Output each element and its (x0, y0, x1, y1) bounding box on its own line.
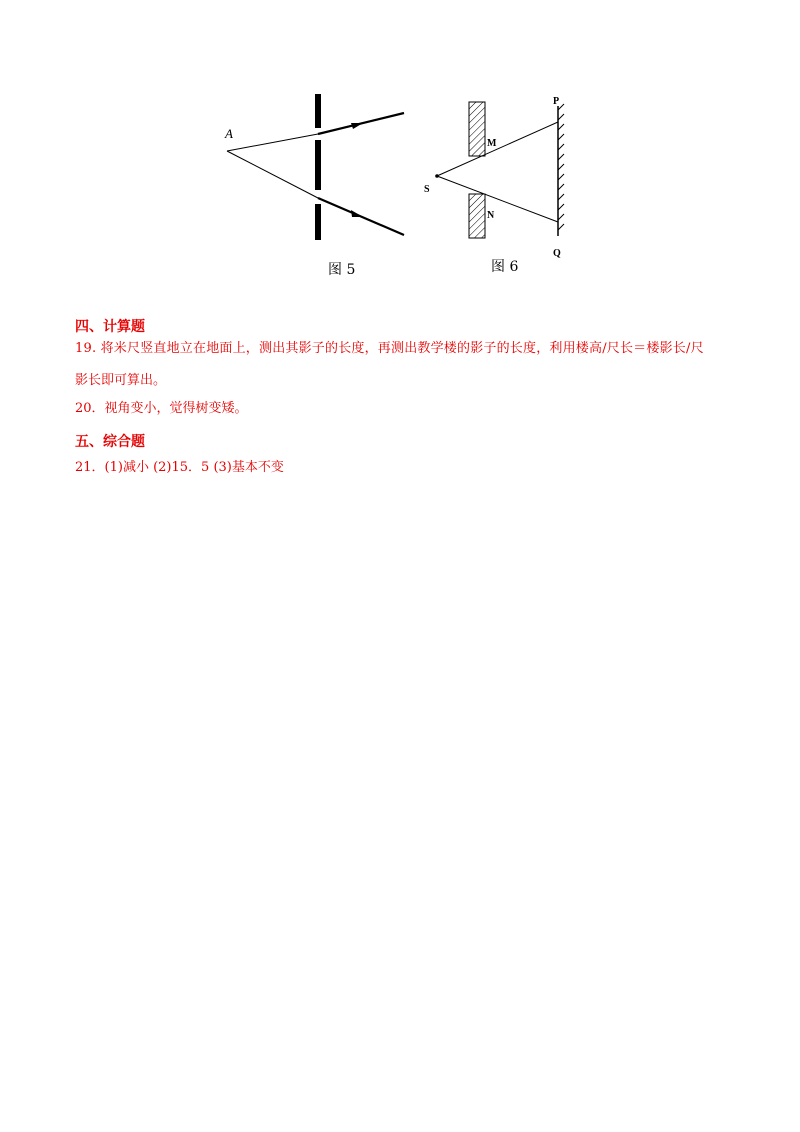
figure-6-diagram (420, 94, 580, 264)
ray-s-to-p (437, 122, 558, 176)
point-s-label: S (424, 184, 430, 195)
answer-21: 21．(1)减小 (2)15．5 (3)基本不变 (75, 460, 284, 475)
section-5-title: 五、综合题 (75, 434, 145, 450)
ray-upper-arrow (351, 123, 363, 129)
point-a-label: A (225, 126, 233, 141)
section-4-title: 四、计算题 (75, 319, 145, 335)
ray-lower-thin (227, 151, 318, 198)
answer-19-line2: 影长即可算出。 (75, 373, 167, 388)
point-q-label: Q (553, 248, 561, 259)
barrier-middle (315, 140, 321, 190)
upper-block (469, 102, 485, 156)
ray-s-to-q (437, 176, 558, 222)
point-p-label: P (553, 96, 560, 107)
figure-6-caption: 图 6 (491, 259, 519, 275)
answer-19-line1: 19. 将米尺竖直地立在地面上，测出其影子的长度，再测出教学楼的影子的长度，利用楼高/尺长＝楼影长/尺 (75, 341, 704, 356)
barrier-top (315, 94, 321, 128)
figure-5-diagram (215, 88, 415, 248)
point-m-label: M (487, 138, 497, 149)
answer-20: 20．视角变小，觉得树变矮。 (75, 401, 248, 416)
ray-upper-thin (227, 134, 318, 151)
wall-hatching (558, 104, 564, 230)
point-n-label: N (487, 210, 495, 221)
lower-block (469, 194, 485, 238)
barrier-bottom (315, 204, 321, 240)
figure-5-caption: 图 5 (328, 262, 356, 278)
